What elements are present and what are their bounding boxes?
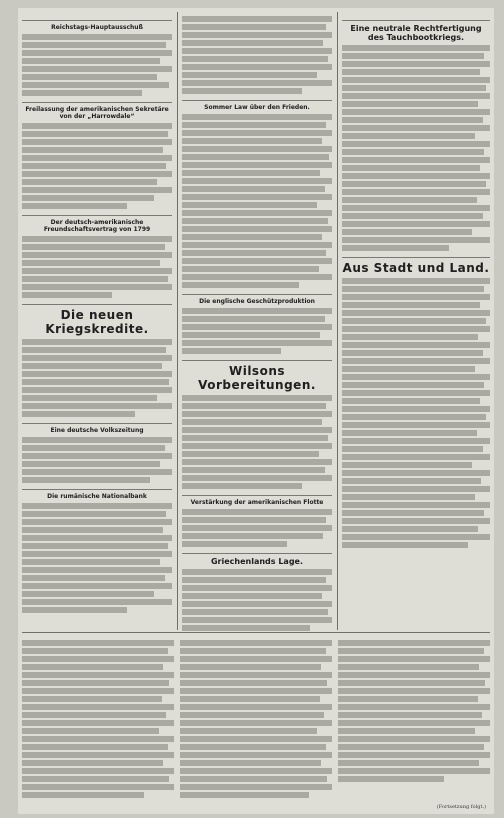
headline: Sommer Law über den Frieden. (182, 100, 332, 111)
column-3 (342, 14, 490, 550)
column-1 (22, 14, 172, 615)
headline: Der deutsch-amerikanische Freundschaftsvertrag von 1799 (22, 215, 172, 233)
headline: Freilassung der amerikanischen Sekretäre von der „Harrowdale“ (22, 102, 172, 120)
column-2 (182, 14, 332, 633)
newspaper-page (18, 8, 494, 814)
section-divider (22, 632, 490, 633)
column-rule (177, 12, 178, 630)
column-rule (337, 12, 338, 630)
feuilleton-column-1 (22, 638, 174, 800)
headline: Eine deutsche Volkszeitung (22, 423, 172, 434)
continuation-note: (Fortsetzung folgt.) (436, 804, 486, 810)
headline: Wilsons Vorbereitungen. (182, 360, 332, 392)
headline: Verstärkung der amerikanischen Flotte (182, 495, 332, 506)
feuilleton-column-2 (180, 638, 332, 800)
headline: Griechenlands Lage. (182, 553, 332, 566)
feuilleton-column-3 (338, 638, 490, 784)
headline: Die rumänische Nationalbank (22, 489, 172, 500)
headline: Aus Stadt und Land. (342, 257, 490, 275)
headline: Die neuen Kriegskredite. (22, 304, 172, 336)
headline: Eine neutrale Rechtfertigung des Tauchbootkriegs. (342, 20, 490, 42)
headline: Die englische Geschützproduktion (182, 294, 332, 305)
headline: Reichstags-Hauptausschuß (22, 20, 172, 31)
